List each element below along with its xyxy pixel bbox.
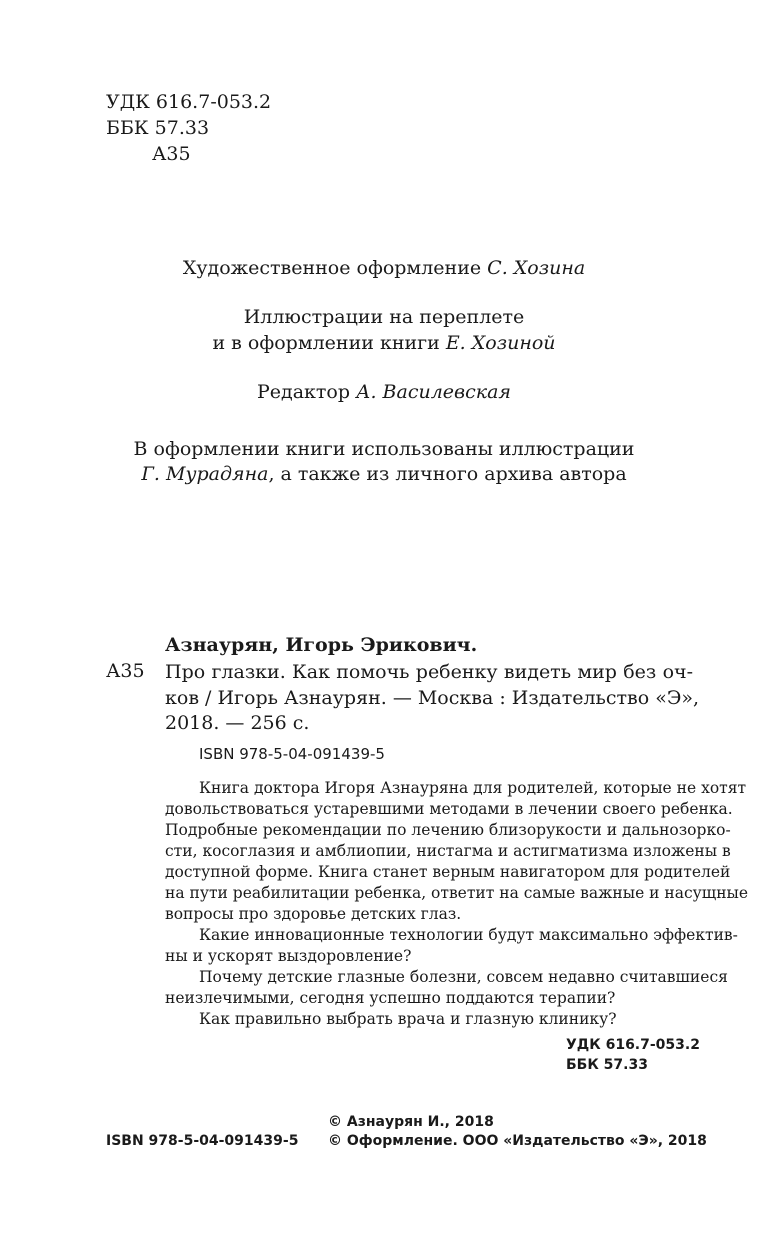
catalog-isbn: ISBN 978-5-04-091439-5 [199,745,385,763]
header-author-mark: А35 [152,143,191,165]
credit-art-design-name: С. Хозина [487,257,586,279]
classification-udk: УДК 616.7-053.2 [566,1037,700,1053]
annotation-line-12: Как правильно выбрать врача и глазную клинику? [199,1010,617,1028]
credit-cover-illustrations-name: Е. Хозиной [445,332,556,354]
credit-editor [0,381,768,403]
credit-used-illustrations-line1: В оформлении книги использованы иллюстрации [133,438,635,460]
header-bbk: ББК 57.33 [106,117,210,139]
annotation-line-9: ны и ускорят выздоровление? [165,947,412,965]
annotation-line-11: неизлечимыми, сегодня успешно поддаются терапии? [165,989,616,1007]
credit-art-design [0,257,768,279]
annotation-line-8: Какие инновационные технологии будут максимально эффектив- [199,926,738,944]
credit-cover-illustrations-line2 [0,332,768,354]
header-udk: УДК 616.7-053.2 [106,91,272,113]
credit-used-illustrations-name: Г. Мурадяна [141,463,269,485]
catalog-author-heading: Азнаурян, Игорь Эрикович. [165,634,478,656]
annotation-line-10: Почему детские глазные болезни, совсем недавно считавшиеся [199,968,728,986]
annotation-line-4: сти, косоглазия и амблиопии, нистагма и астигматизма изложены в [165,842,731,860]
catalog-title-line2: ков / Игорь Азнаурян. — Москва : Издательство «Э», [165,687,700,709]
catalog-author-mark: А35 [106,660,145,682]
credit-art-design-label: Художественное оформление [182,257,482,279]
footer-isbn: ISBN 978-5-04-091439-5 [106,1133,299,1149]
annotation-line-6: на пути реабилитации ребенка, ответит на самые важные и насущные [165,884,749,902]
footer-copyright-design: © Оформление. ООО «Издательство «Э», 2018 [328,1133,707,1149]
annotation-line-7: вопросы про здоровье детских глаз. [165,905,462,923]
credit-used-illustrations-line2 [0,463,768,485]
credit-used-illustrations-rest: , а также из личного архива автора [268,463,627,485]
credit-cover-illustrations-line1: Иллюстрации на переплете [243,306,525,328]
annotation-line-2: довольствоваться устаревшими методами в лечении своего ребенка. [165,800,733,818]
credit-cover-illustrations-text: и в оформлении книги [212,332,440,354]
classification-bbk: ББК 57.33 [566,1057,648,1073]
credit-editor-label: Редактор [256,381,351,403]
catalog-title-line3: 2018. — 256 с. [165,712,310,734]
credit-editor-name: А. Василевская [356,381,512,403]
annotation-line-3: Подробные рекомендации по лечению близорукости и дальнозорко- [165,821,731,839]
annotation-line-1: Книга доктора Игоря Азнауряна для родителей, которые не хотят [199,779,747,797]
footer-copyright-author: © Азнаурян И., 2018 [328,1114,494,1130]
catalog-title-line1: Про глазки. Как помочь ребенку видеть мир без оч- [165,661,693,683]
annotation-line-5: доступной форме. Книга станет верным навигатором для родителей [165,863,731,881]
